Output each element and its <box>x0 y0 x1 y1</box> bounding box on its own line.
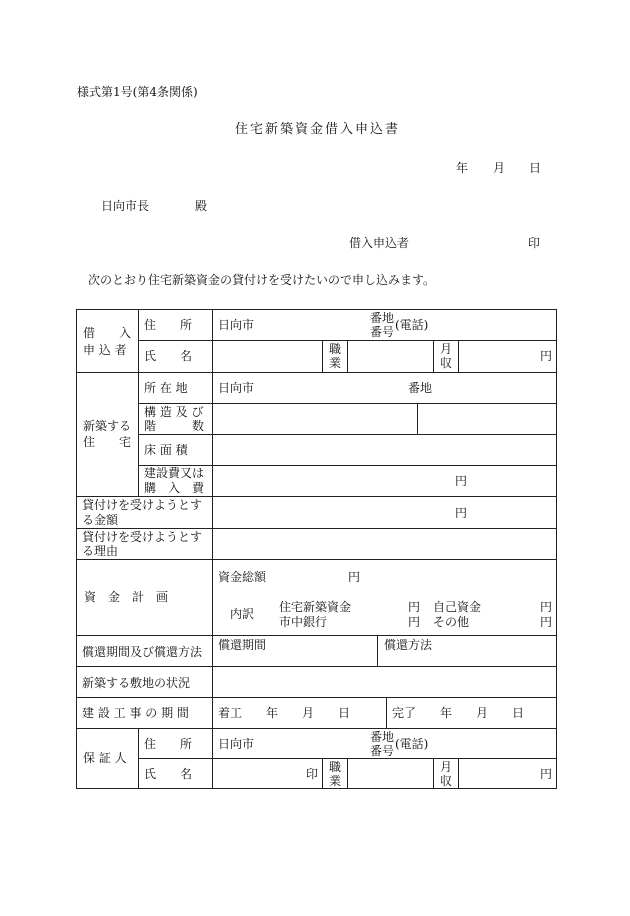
guarantor-seal: 印 <box>306 767 319 781</box>
date-month: 月 <box>493 161 506 175</box>
guarantor-banchi: 番地 <box>370 730 395 744</box>
guarantor-occupation-2: 業 <box>329 774 342 788</box>
applicant-name-label: 氏 名 <box>144 349 193 363</box>
guarantor-address-value: 日向市 <box>218 737 255 751</box>
applicant-income-2: 収 <box>440 356 453 370</box>
addressee-name: 日向市長 <box>101 199 150 213</box>
fund-total-yen: 円 <box>348 570 361 584</box>
applicant-bangou: 番号 <box>370 325 395 339</box>
guarantor-income-yen: 円 <box>540 767 553 781</box>
applicant-phone: (電話) <box>395 318 429 332</box>
fund-item2: 自己資金 <box>433 600 482 614</box>
construction-start-month: 月 <box>302 706 315 720</box>
repayment-method-label: 償還方法 <box>384 638 433 652</box>
house-cost-line1: 建設費又は <box>144 466 205 480</box>
applicant-occupation-2: 業 <box>329 356 342 370</box>
applicant-header-line1: 借 入 <box>83 326 132 340</box>
fund-item4-yen: 円 <box>540 615 553 629</box>
loan-amount-label-line1: 貸付けを受けようとす <box>82 498 203 512</box>
loan-reason-label-line2: る理由 <box>82 544 119 558</box>
applicant-seal: 印 <box>528 236 541 250</box>
guarantor-bangou: 番号 <box>370 744 395 758</box>
construction-finish-year: 年 <box>440 706 453 720</box>
fund-total-label: 資金総額 <box>218 570 267 584</box>
house-location-banchi: 番地 <box>408 381 433 395</box>
construction-finish: 完了 <box>392 706 417 720</box>
applicant-banchi: 番地 <box>370 311 395 325</box>
house-location-value: 日向市 <box>218 381 255 395</box>
applicant-income-yen: 円 <box>540 349 553 363</box>
fund-plan-label: 資 金 計 画 <box>84 590 169 604</box>
guarantor-phone: (電話) <box>395 737 429 751</box>
repayment-label: 償還期間及び償還方法 <box>82 645 203 659</box>
house-header-line2: 住 宅 <box>83 435 132 449</box>
loan-amount-label-line2: る金額 <box>82 513 119 527</box>
applicant-occupation-1: 職 <box>329 342 342 356</box>
guarantor-address-label: 住 所 <box>144 737 193 751</box>
intro-text: 次のとおり住宅新築資金の貸付けを受けたいので申し込みます。 <box>88 273 436 287</box>
construction-start-day: 日 <box>338 706 351 720</box>
guarantor-name-label: 氏 名 <box>144 767 193 781</box>
repayment-period-label: 償還期間 <box>218 638 267 652</box>
guarantor-income-2: 収 <box>440 774 453 788</box>
construction-finish-day: 日 <box>512 706 525 720</box>
fund-item1: 住宅新築資金 <box>279 600 352 614</box>
applicant-header-line2: 申 込 者 <box>83 343 127 357</box>
loan-reason-label-line1: 貸付けを受けようとす <box>82 530 203 544</box>
house-cost-yen: 円 <box>455 474 468 488</box>
construction-start-year: 年 <box>266 706 279 720</box>
fund-breakdown-label: 内訳 <box>230 607 255 621</box>
fund-item3-yen: 円 <box>408 615 421 629</box>
loan-amount-yen: 円 <box>455 506 468 520</box>
fund-item4: その他 <box>433 615 470 629</box>
fund-item3: 市中銀行 <box>279 615 328 629</box>
applicant-address-label: 住 所 <box>144 318 193 332</box>
house-structure-line1: 構 造 及 び <box>144 405 204 419</box>
fund-item1-yen: 円 <box>408 600 421 614</box>
applicant-label: 借入申込者 <box>349 236 410 250</box>
house-floor-label: 床 面 積 <box>144 443 188 457</box>
house-location-label: 所 在 地 <box>144 381 188 395</box>
guarantor-occupation-1: 職 <box>329 760 342 774</box>
construction-start: 着工 <box>218 706 243 720</box>
guarantor-label: 保 証 人 <box>83 751 127 765</box>
date-year: 年 <box>456 161 469 175</box>
applicant-income-1: 月 <box>440 342 453 356</box>
addressee-honorific: 殿 <box>195 199 208 213</box>
fund-item2-yen: 円 <box>540 600 553 614</box>
date-day: 日 <box>529 161 542 175</box>
house-structure-line2: 階 数 <box>144 419 205 433</box>
house-header-line1: 新築する <box>83 419 132 433</box>
house-cost-line2: 購 入 費 <box>144 481 205 495</box>
site-label: 新築する敷地の状況 <box>82 676 191 690</box>
construction-label: 建 設 工 事 の 期 間 <box>82 706 189 720</box>
form-label: 様式第1号(第4条関係) <box>77 85 198 99</box>
construction-finish-month: 月 <box>476 706 489 720</box>
form-title: 住宅新築資金借入申込書 <box>235 122 401 137</box>
guarantor-income-1: 月 <box>440 760 453 774</box>
applicant-address-value: 日向市 <box>218 318 255 332</box>
